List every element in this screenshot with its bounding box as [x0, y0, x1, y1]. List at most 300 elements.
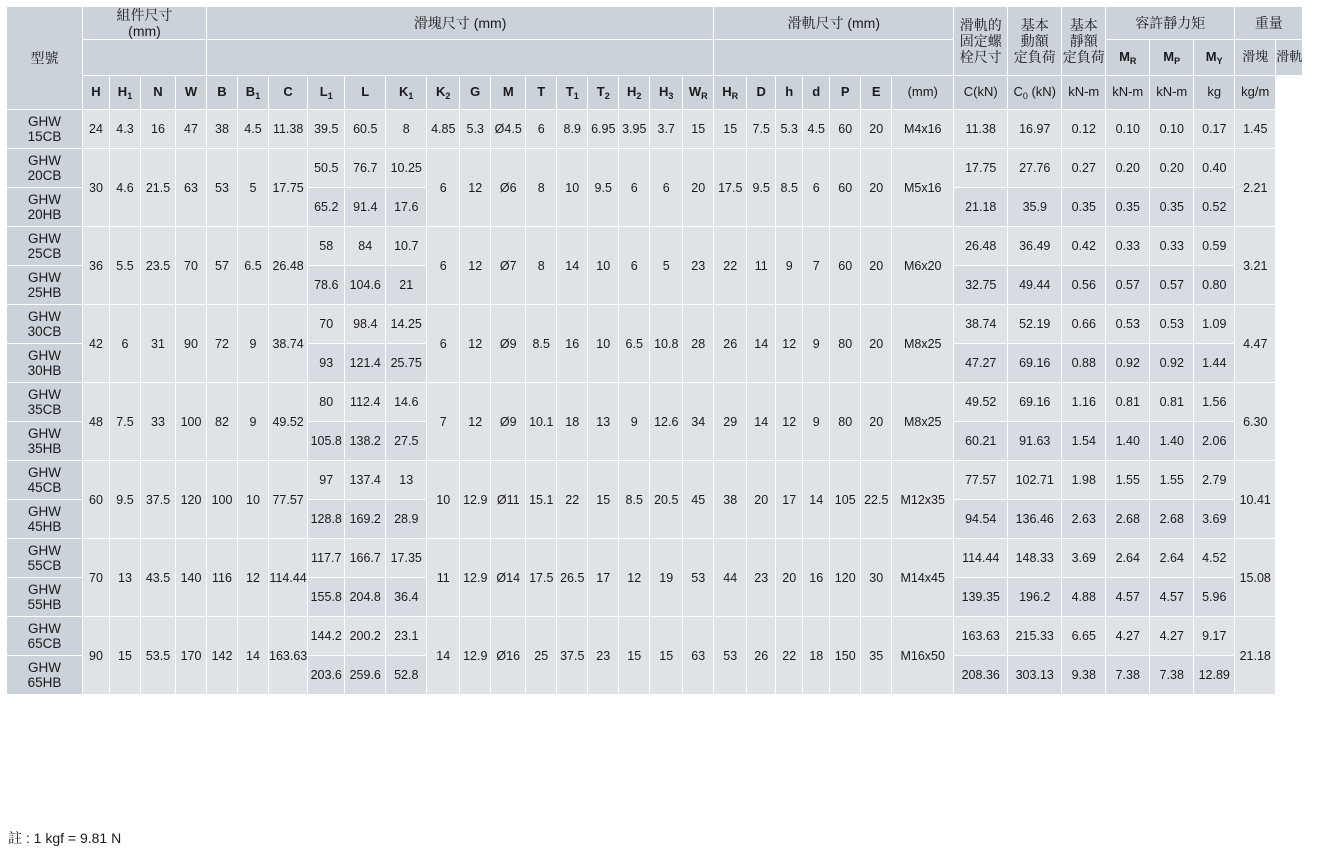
cell-weight-block: 0.52 [1194, 188, 1235, 227]
cell-static-load: 52.19 [1008, 305, 1062, 344]
header-C: C [269, 76, 308, 110]
header-E: E [861, 76, 892, 110]
cell-MY: 0.81 [1150, 383, 1194, 422]
cell-M: Ø9 [491, 383, 526, 461]
cell-K1: 36.4 [386, 578, 427, 617]
cell-static-load: 49.44 [1008, 266, 1062, 305]
cell-h: 12 [776, 305, 803, 383]
header-weight-rail: 滑軌 [1276, 40, 1303, 76]
cell-M: Ø7 [491, 227, 526, 305]
cell-M: Ø16 [491, 617, 526, 695]
cell-static-load: 35.9 [1008, 188, 1062, 227]
cell-C: 38.74 [269, 305, 308, 383]
cell-D: 26 [747, 617, 776, 695]
table-row [7, 383, 1303, 422]
cell-P: 120 [830, 539, 861, 617]
cell-HR: 15 [714, 110, 747, 149]
cell-dynamic-load: 139.35 [954, 578, 1008, 617]
header-G: G [460, 76, 491, 110]
cell-MR: 9.38 [1062, 656, 1106, 695]
cell-weight-block: 2.06 [1194, 422, 1235, 461]
cell-bolt: M14x45 [892, 539, 954, 617]
cell-G: 5.3 [460, 110, 491, 149]
cell-E: 20 [861, 110, 892, 149]
model-cell: GHW 65HB [7, 656, 83, 695]
cell-B: 142 [207, 617, 238, 695]
cell-h: 12 [776, 383, 803, 461]
cell-H1: 4.3 [110, 110, 141, 149]
header-my-unit: kN-m [1150, 76, 1194, 110]
cell-T1: 8.9 [557, 110, 588, 149]
cell-H1: 9.5 [110, 461, 141, 539]
cell-W: 100 [176, 383, 207, 461]
cell-static-load: 36.49 [1008, 227, 1062, 266]
cell-L: 91.4 [345, 188, 386, 227]
cell-E: 35 [861, 617, 892, 695]
cell-T: 8 [526, 227, 557, 305]
cell-static-load: 27.76 [1008, 149, 1062, 188]
cell-K1: 10.25 [386, 149, 427, 188]
cell-h: 22 [776, 617, 803, 695]
cell-T1: 16 [557, 305, 588, 383]
cell-MP: 0.35 [1106, 188, 1150, 227]
cell-L: 60.5 [345, 110, 386, 149]
cell-T: 6 [526, 110, 557, 149]
cell-WR: 20 [683, 149, 714, 227]
header-group-bolt: 滑軌的 固定螺 栓尺寸 [954, 7, 1008, 76]
cell-K1: 21 [386, 266, 427, 305]
cell-W: 63 [176, 149, 207, 227]
cell-bolt: M16x50 [892, 617, 954, 695]
cell-B1: 10 [238, 461, 269, 539]
cell-L: 200.2 [345, 617, 386, 656]
header-WR: $W_R$ [683, 76, 714, 110]
table-row [7, 305, 1303, 344]
cell-MP: 0.20 [1106, 149, 1150, 188]
cell-E: 20 [861, 227, 892, 305]
header-P: P [830, 76, 861, 110]
cell-E: 20 [861, 383, 892, 461]
cell-MY: 1.40 [1150, 422, 1194, 461]
cell-weight-rail: 3.21 [1235, 227, 1276, 305]
model-cell: GHW 55HB [7, 578, 83, 617]
cell-MY: 4.27 [1150, 617, 1194, 656]
cell-dynamic-load: 208.36 [954, 656, 1008, 695]
cell-MR: 3.69 [1062, 539, 1106, 578]
table-header [7, 7, 1303, 110]
cell-E: 22.5 [861, 461, 892, 539]
table-row [7, 227, 1303, 266]
cell-T2: 23 [588, 617, 619, 695]
cell-T: 15.1 [526, 461, 557, 539]
cell-K2: 6 [427, 149, 460, 227]
cell-MY: 1.55 [1150, 461, 1194, 500]
cell-B: 72 [207, 305, 238, 383]
cell-MP: 7.38 [1106, 656, 1150, 695]
header-K2: $K_2$ [427, 76, 460, 110]
header-weight-rail-unit: kg/m [1235, 76, 1276, 110]
cell-M: Ø6 [491, 149, 526, 227]
model-cell: GHW 20HB [7, 188, 83, 227]
cell-E: 20 [861, 305, 892, 383]
header-bolt-unit: (mm) [892, 76, 954, 110]
header-mp-symbol: $M_P$ [1150, 40, 1194, 76]
cell-K1: 25.75 [386, 344, 427, 383]
cell-W: 120 [176, 461, 207, 539]
cell-MP: 4.57 [1106, 578, 1150, 617]
table-row [7, 539, 1303, 578]
cell-L: 98.4 [345, 305, 386, 344]
cell-L: 137.4 [345, 461, 386, 500]
cell-MR: 1.54 [1062, 422, 1106, 461]
cell-static-load: 303.13 [1008, 656, 1062, 695]
header-H1: $H_1$ [110, 76, 141, 110]
cell-h: 17 [776, 461, 803, 539]
cell-MY: 0.10 [1150, 110, 1194, 149]
cell-L: 204.8 [345, 578, 386, 617]
header-row-sym [7, 40, 1303, 76]
cell-P: 60 [830, 149, 861, 227]
cell-weight-block: 2.79 [1194, 461, 1235, 500]
cell-T1: 10 [557, 149, 588, 227]
cell-H2: 6.5 [619, 305, 650, 383]
header-mr-unit: kN-m [1062, 76, 1106, 110]
cell-weight-block: 0.17 [1194, 110, 1235, 149]
cell-K2: 6 [427, 305, 460, 383]
header-M: M [491, 76, 526, 110]
cell-T2: 13 [588, 383, 619, 461]
cell-WR: 45 [683, 461, 714, 539]
header-W: W [176, 76, 207, 110]
cell-H: 90 [83, 617, 110, 695]
table-row [7, 149, 1303, 188]
cell-weight-block: 3.69 [1194, 500, 1235, 539]
cell-N: 31 [141, 305, 176, 383]
cell-K1: 52.8 [386, 656, 427, 695]
cell-L1: 70 [308, 305, 345, 344]
cell-dynamic-load: 32.75 [954, 266, 1008, 305]
cell-H3: 15 [650, 617, 683, 695]
cell-N: 33 [141, 383, 176, 461]
cell-static-load: 69.16 [1008, 344, 1062, 383]
cell-static-load: 102.71 [1008, 461, 1062, 500]
cell-T2: 15 [588, 461, 619, 539]
header-mr-symbol: $M_R$ [1106, 40, 1150, 76]
cell-H1: 15 [110, 617, 141, 695]
cell-K1: 17.35 [386, 539, 427, 578]
cell-K1: 14.6 [386, 383, 427, 422]
cell-C: 26.48 [269, 227, 308, 305]
cell-L1: 105.8 [308, 422, 345, 461]
cell-WR: 15 [683, 110, 714, 149]
cell-dynamic-load: 94.54 [954, 500, 1008, 539]
cell-T: 8.5 [526, 305, 557, 383]
cell-D: 7.5 [747, 110, 776, 149]
cell-MP: 0.57 [1106, 266, 1150, 305]
header-row-symbols [7, 76, 1303, 110]
cell-MP: 1.40 [1106, 422, 1150, 461]
cell-D: 20 [747, 461, 776, 539]
cell-P: 105 [830, 461, 861, 539]
footnote: 註 : 1 kgf = 9.81 N [8, 830, 122, 846]
cell-H2: 8.5 [619, 461, 650, 539]
header-B: B [207, 76, 238, 110]
cell-dynamic-load: 47.27 [954, 344, 1008, 383]
cell-L: 112.4 [345, 383, 386, 422]
header-static-unit: $C_0$ (kN) [1008, 76, 1062, 110]
cell-K1: 28.9 [386, 500, 427, 539]
cell-L1: 203.6 [308, 656, 345, 695]
cell-MR: 0.35 [1062, 188, 1106, 227]
cell-W: 170 [176, 617, 207, 695]
cell-h: 5.3 [776, 110, 803, 149]
cell-K1: 27.5 [386, 422, 427, 461]
model-cell: GHW 25HB [7, 266, 83, 305]
cell-N: 23.5 [141, 227, 176, 305]
table-row [7, 110, 1303, 149]
cell-W: 70 [176, 227, 207, 305]
spec-table-page [0, 6, 1335, 862]
cell-K1: 13 [386, 461, 427, 500]
cell-HR: 53 [714, 617, 747, 695]
cell-weight-block: 1.09 [1194, 305, 1235, 344]
cell-L1: 39.5 [308, 110, 345, 149]
cell-weight-rail: 10.41 [1235, 461, 1276, 539]
cell-K1: 10.7 [386, 227, 427, 266]
cell-T1: 18 [557, 383, 588, 461]
cell-D: 9.5 [747, 149, 776, 227]
cell-H1: 4.6 [110, 149, 141, 227]
cell-MR: 1.98 [1062, 461, 1106, 500]
cell-h: 20 [776, 539, 803, 617]
cell-W: 140 [176, 539, 207, 617]
cell-H2: 12 [619, 539, 650, 617]
cell-MR: 0.42 [1062, 227, 1106, 266]
cell-B1: 5 [238, 149, 269, 227]
cell-L1: 80 [308, 383, 345, 422]
cell-L1: 65.2 [308, 188, 345, 227]
cell-weight-block: 1.44 [1194, 344, 1235, 383]
cell-H3: 6 [650, 149, 683, 227]
cell-K1: 23.1 [386, 617, 427, 656]
header-spacer-block [207, 40, 714, 76]
cell-static-load: 16.97 [1008, 110, 1062, 149]
cell-weight-rail: 2.21 [1235, 149, 1276, 227]
cell-WR: 63 [683, 617, 714, 695]
cell-B: 116 [207, 539, 238, 617]
header-H3: $H_3$ [650, 76, 683, 110]
cell-B1: 4.5 [238, 110, 269, 149]
cell-MY: 7.38 [1150, 656, 1194, 695]
cell-P: 80 [830, 383, 861, 461]
cell-static-load: 69.16 [1008, 383, 1062, 422]
cell-C: 163.63 [269, 617, 308, 695]
cell-H: 42 [83, 305, 110, 383]
cell-MY: 2.68 [1150, 500, 1194, 539]
cell-E: 20 [861, 149, 892, 227]
header-group-assembly: 組件尺寸 (mm) [83, 7, 207, 40]
cell-HR: 44 [714, 539, 747, 617]
cell-H3: 10.8 [650, 305, 683, 383]
cell-B: 38 [207, 110, 238, 149]
cell-MP: 0.81 [1106, 383, 1150, 422]
model-cell: GHW 30HB [7, 344, 83, 383]
cell-d: 7 [803, 227, 830, 305]
cell-M: Ø11 [491, 461, 526, 539]
cell-T2: 10 [588, 227, 619, 305]
cell-weight-rail: 21.18 [1235, 617, 1276, 695]
cell-T1: 37.5 [557, 617, 588, 695]
cell-MR: 4.88 [1062, 578, 1106, 617]
cell-W: 90 [176, 305, 207, 383]
header-T: T [526, 76, 557, 110]
cell-C: 11.38 [269, 110, 308, 149]
cell-weight-rail: 15.08 [1235, 539, 1276, 617]
cell-N: 53.5 [141, 617, 176, 695]
cell-MR: 1.16 [1062, 383, 1106, 422]
cell-dynamic-load: 114.44 [954, 539, 1008, 578]
table-row [7, 461, 1303, 500]
cell-G: 12 [460, 383, 491, 461]
cell-static-load: 91.63 [1008, 422, 1062, 461]
cell-G: 12 [460, 305, 491, 383]
cell-MR: 0.66 [1062, 305, 1106, 344]
model-cell: GHW 35CB [7, 383, 83, 422]
cell-d: 14 [803, 461, 830, 539]
cell-MR: 0.56 [1062, 266, 1106, 305]
cell-D: 23 [747, 539, 776, 617]
cell-L1: 117.7 [308, 539, 345, 578]
header-H2: $H_2$ [619, 76, 650, 110]
header-L1: $L_1$ [308, 76, 345, 110]
cell-MY: 0.57 [1150, 266, 1194, 305]
cell-C: 114.44 [269, 539, 308, 617]
cell-K1: 14.25 [386, 305, 427, 344]
cell-B: 57 [207, 227, 238, 305]
header-d: d [803, 76, 830, 110]
cell-B1: 9 [238, 305, 269, 383]
header-T1: $T_1$ [557, 76, 588, 110]
cell-M: Ø14 [491, 539, 526, 617]
cell-H1: 13 [110, 539, 141, 617]
cell-H1: 5.5 [110, 227, 141, 305]
cell-dynamic-load: 163.63 [954, 617, 1008, 656]
header-spacer-assembly [83, 40, 207, 76]
cell-d: 18 [803, 617, 830, 695]
cell-C: 77.57 [269, 461, 308, 539]
cell-HR: 29 [714, 383, 747, 461]
cell-K2: 6 [427, 227, 460, 305]
cell-L: 104.6 [345, 266, 386, 305]
cell-H: 60 [83, 461, 110, 539]
cell-weight-block: 1.56 [1194, 383, 1235, 422]
cell-weight-block: 4.52 [1194, 539, 1235, 578]
cell-bolt: M5x16 [892, 149, 954, 227]
cell-WR: 34 [683, 383, 714, 461]
cell-T2: 9.5 [588, 149, 619, 227]
cell-MP: 0.33 [1106, 227, 1150, 266]
header-group-rail: 滑軌尺寸 (mm) [714, 7, 954, 40]
cell-MY: 2.64 [1150, 539, 1194, 578]
cell-bolt: M4x16 [892, 110, 954, 149]
model-cell: GHW 45HB [7, 500, 83, 539]
cell-T1: 14 [557, 227, 588, 305]
cell-bolt: M8x25 [892, 383, 954, 461]
cell-H: 36 [83, 227, 110, 305]
cell-E: 30 [861, 539, 892, 617]
cell-H3: 12.6 [650, 383, 683, 461]
cell-MP: 0.53 [1106, 305, 1150, 344]
cell-h: 9 [776, 227, 803, 305]
cell-MY: 0.92 [1150, 344, 1194, 383]
cell-N: 43.5 [141, 539, 176, 617]
header-N: N [141, 76, 176, 110]
cell-MP: 4.27 [1106, 617, 1150, 656]
header-D: D [747, 76, 776, 110]
cell-d: 6 [803, 149, 830, 227]
cell-K2: 14 [427, 617, 460, 695]
header-B1: $B_1$ [238, 76, 269, 110]
cell-L: 259.6 [345, 656, 386, 695]
header-L: L [345, 76, 386, 110]
cell-K1: 17.6 [386, 188, 427, 227]
cell-dynamic-load: 11.38 [954, 110, 1008, 149]
model-cell: GHW 20CB [7, 149, 83, 188]
cell-L: 169.2 [345, 500, 386, 539]
header-dynamic-unit: C(kN) [954, 76, 1008, 110]
cell-B: 82 [207, 383, 238, 461]
cell-H3: 5 [650, 227, 683, 305]
header-K1: $K_1$ [386, 76, 427, 110]
cell-weight-block: 0.59 [1194, 227, 1235, 266]
cell-M: Ø4.5 [491, 110, 526, 149]
cell-d: 9 [803, 383, 830, 461]
cell-B: 53 [207, 149, 238, 227]
cell-weight-block: 12.89 [1194, 656, 1235, 695]
cell-P: 80 [830, 305, 861, 383]
cell-dynamic-load: 60.21 [954, 422, 1008, 461]
cell-L: 166.7 [345, 539, 386, 578]
cell-d: 16 [803, 539, 830, 617]
header-mp-unit: kN-m [1106, 76, 1150, 110]
cell-N: 16 [141, 110, 176, 149]
cell-G: 12 [460, 149, 491, 227]
header-row-groups [7, 7, 1303, 40]
cell-H1: 6 [110, 305, 141, 383]
cell-G: 12.9 [460, 539, 491, 617]
cell-MP: 0.92 [1106, 344, 1150, 383]
cell-P: 150 [830, 617, 861, 695]
cell-N: 21.5 [141, 149, 176, 227]
cell-C: 49.52 [269, 383, 308, 461]
cell-H2: 15 [619, 617, 650, 695]
cell-weight-block: 5.96 [1194, 578, 1235, 617]
cell-H: 70 [83, 539, 110, 617]
cell-H2: 9 [619, 383, 650, 461]
cell-T1: 22 [557, 461, 588, 539]
cell-M: Ø9 [491, 305, 526, 383]
cell-L1: 128.8 [308, 500, 345, 539]
cell-L: 138.2 [345, 422, 386, 461]
linear-guide-spec-table [6, 6, 1303, 695]
cell-weight-block: 0.80 [1194, 266, 1235, 305]
cell-L1: 155.8 [308, 578, 345, 617]
cell-B1: 9 [238, 383, 269, 461]
model-cell: GHW 25CB [7, 227, 83, 266]
cell-MY: 0.35 [1150, 188, 1194, 227]
cell-H: 48 [83, 383, 110, 461]
cell-weight-block: 9.17 [1194, 617, 1235, 656]
